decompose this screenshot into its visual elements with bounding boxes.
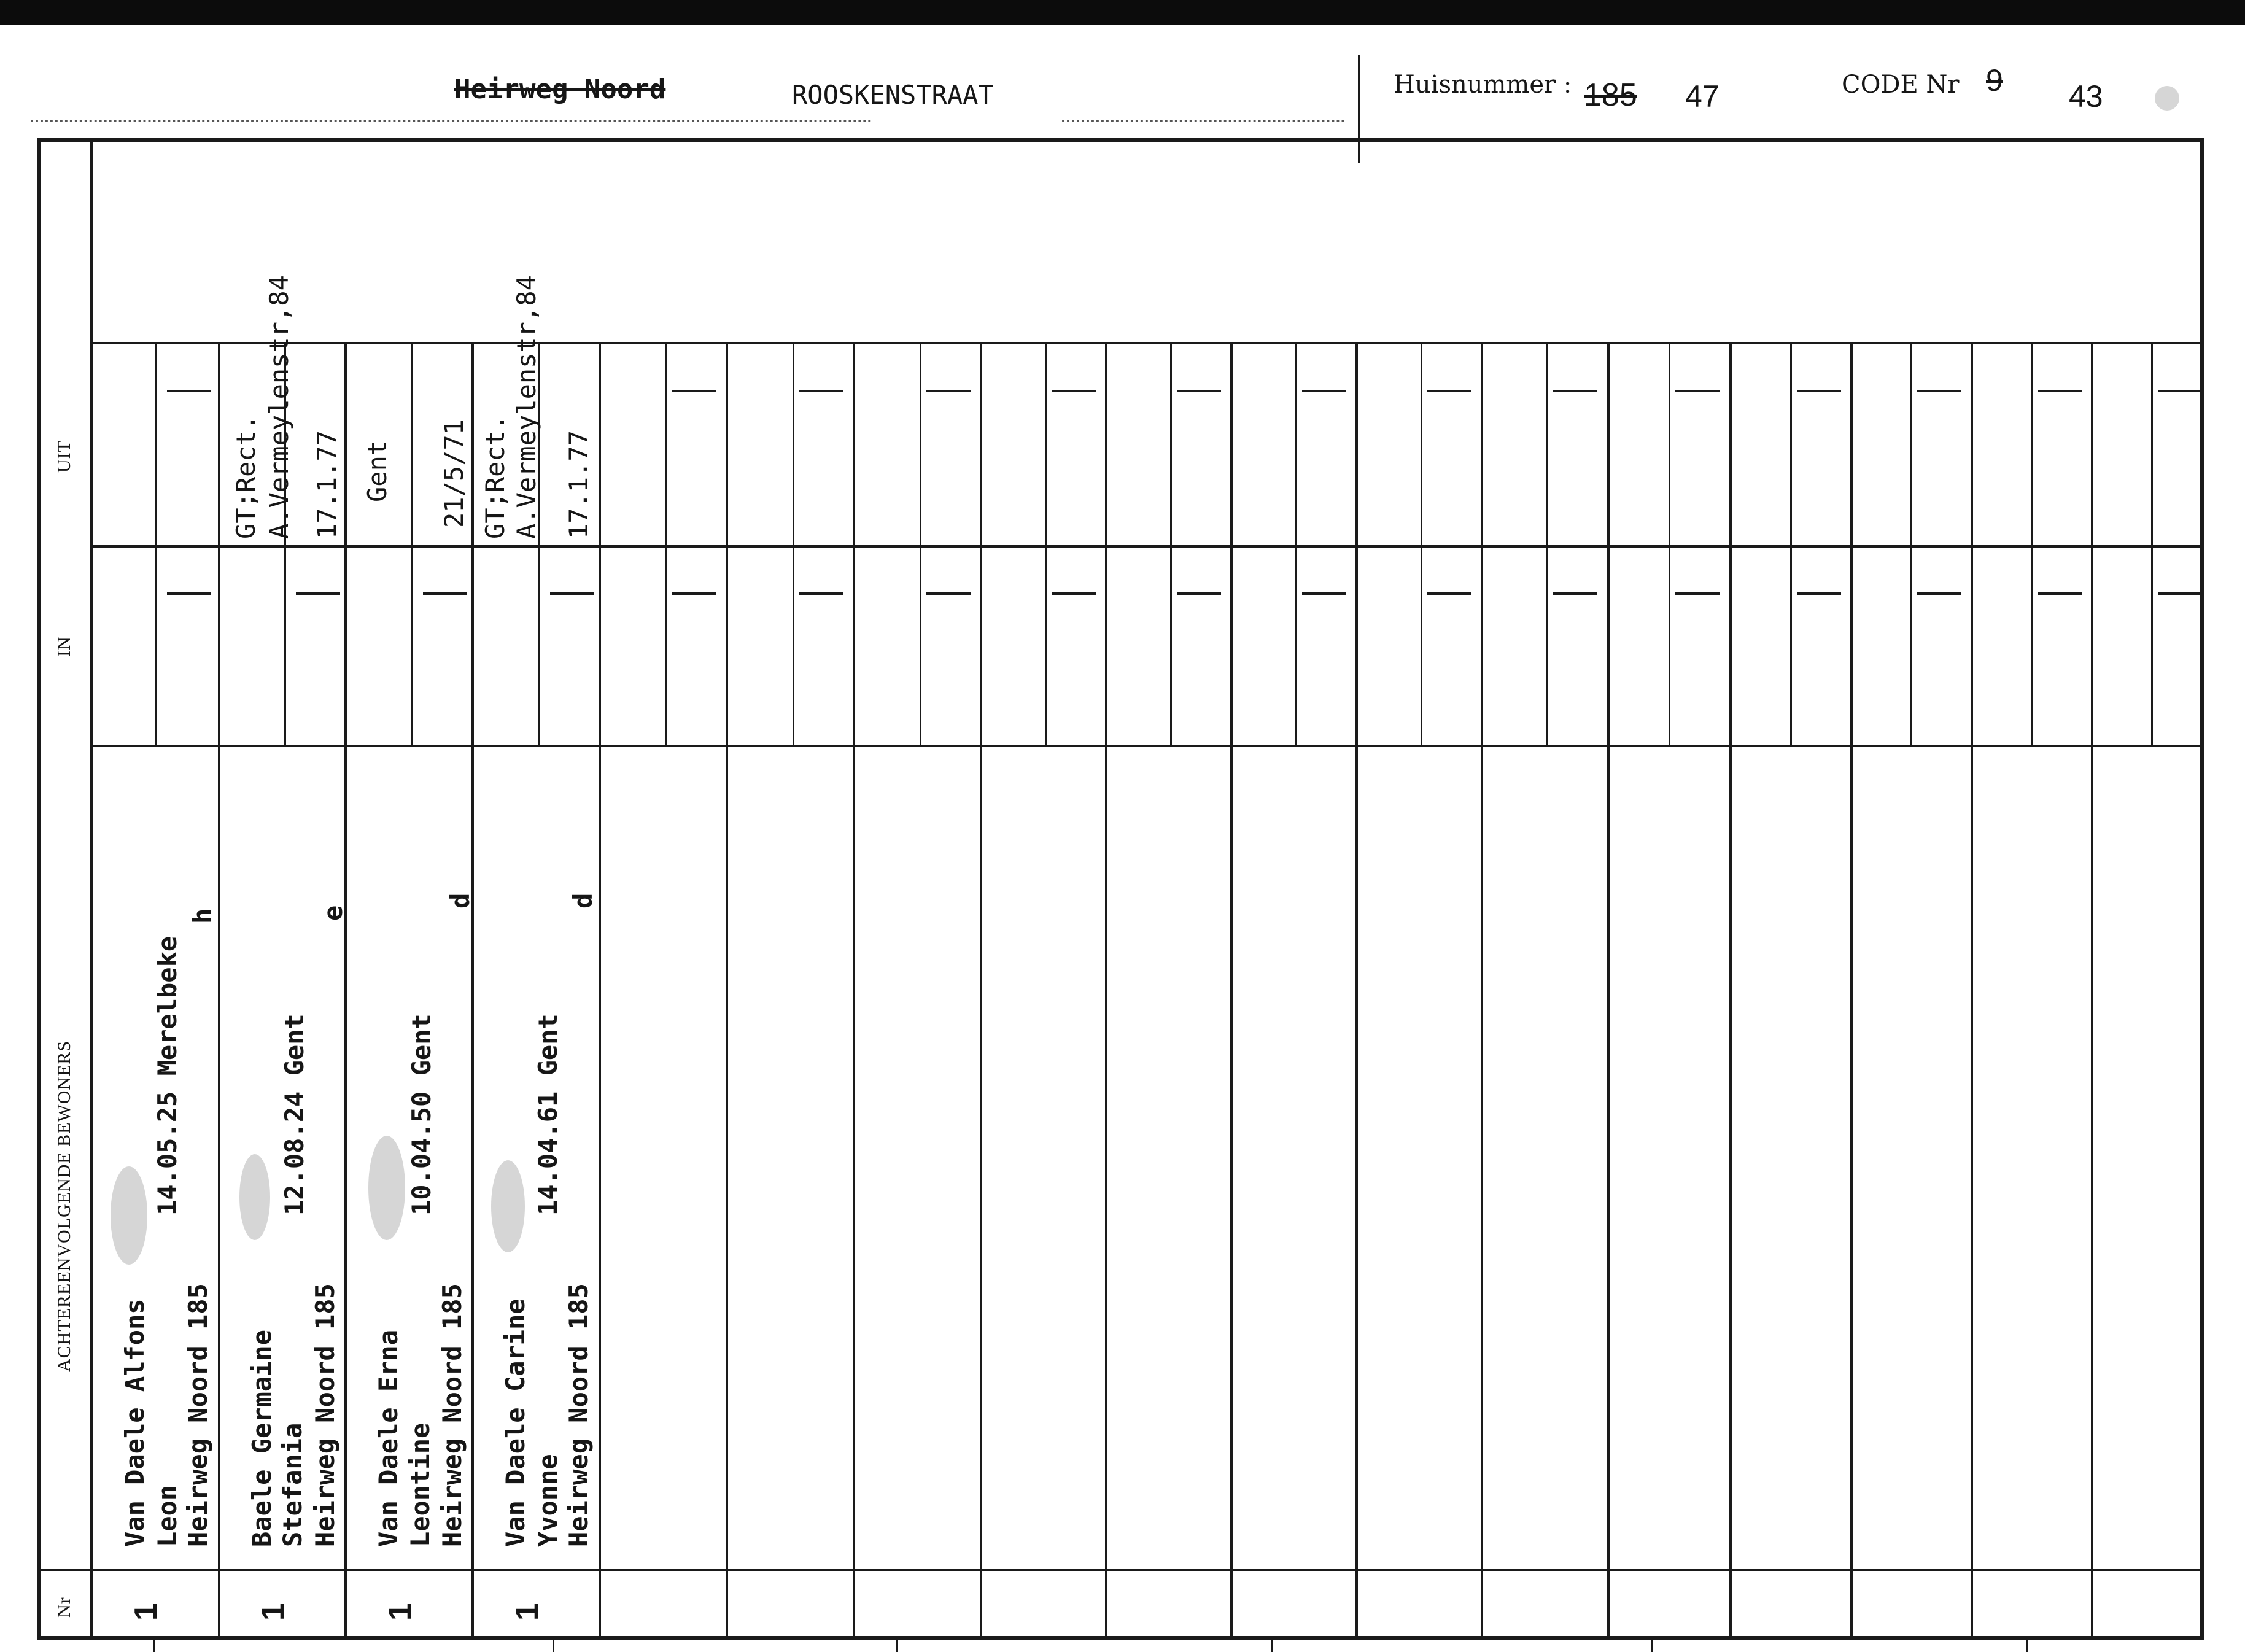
header-dotted-line [31,120,872,122]
new-street-name: ROOSKENSTRAAT [792,80,994,110]
column-divider [599,342,601,1638]
entry-1-given-name: Leon [152,1484,182,1547]
entry-2-given-name: Stefania [277,1422,308,1547]
sub-column-divider [665,342,667,746]
column-divider [980,342,982,1638]
scan-speckle [111,1166,147,1265]
sub-column-divider [920,342,921,746]
house-number-new: 47 [1685,79,1720,114]
entry-3-birth: 10.04.50 Gent [406,1014,436,1216]
entry-1-birth: 14.05.25 Merelbeke [152,936,182,1216]
sub-column-divider [1295,342,1297,746]
entry-4-uit-date: 17.1.77 [564,430,594,539]
uit-empty-marker [167,390,211,392]
entry-4-uit-address: A.Vermeylenstr,84 [511,275,541,539]
uit-empty-marker [1553,390,1597,392]
sub-column-divider [2031,342,2033,746]
entry-4-birth: 14.04.61 Gent [533,1014,563,1216]
uit-empty-marker [1427,390,1471,392]
in-empty-marker [550,592,594,595]
uit-empty-marker [2038,390,2082,392]
entry-2-birth: 12.08.24 Gent [279,1014,309,1216]
code-number-old: 9 [1986,63,2003,98]
sub-column-divider [1421,342,1422,746]
in-empty-marker [296,592,340,595]
row-divider-nr [39,1569,2202,1571]
in-empty-marker [423,592,467,595]
entry-4-name: Van Daele Carine [500,1298,530,1547]
column-divider [1729,342,1732,1638]
in-empty-marker [926,592,971,595]
in-empty-marker [1797,592,1841,595]
in-empty-marker [1052,592,1096,595]
residents-column-label: ACHTEREENVOLGENDE BEWONERS [54,1040,74,1372]
card-header [0,25,2245,141]
entry-1-address: Heirweg Noord 185 [183,1283,213,1547]
sub-column-divider [1910,342,1912,746]
uit-column-label: UIT [54,440,74,473]
scan-speckle [368,1136,405,1240]
sub-column-divider [793,342,794,746]
in-empty-marker [1177,592,1221,595]
uit-empty-marker [1052,390,1096,392]
scan-speckle [491,1160,525,1252]
uit-empty-marker [926,390,971,392]
in-empty-marker [2038,592,2082,595]
uit-empty-marker [1302,390,1346,392]
in-empty-marker [672,592,716,595]
row-divider-in-residents [93,745,2202,747]
scan-edge-tick [553,1639,554,1652]
code-number-new: 43 [2069,79,2103,114]
in-column-label: IN [54,636,74,657]
column-divider [471,342,474,1638]
scan-speckle [2155,86,2179,111]
entry-1-mark: h [187,908,217,924]
row-divider-uit-in [93,545,2202,548]
in-empty-marker [1427,592,1471,595]
column-divider [726,342,728,1638]
entry-1-name: Van Daele Alfons [120,1298,150,1547]
entry-3-nr: 1 [382,1603,418,1621]
entry-2-uit-address: A.Vermeylenstr,84 [264,275,294,539]
entry-2-mark: e [318,905,348,921]
sub-column-divider [155,342,157,746]
uit-empty-marker [799,390,843,392]
header-dotted-line [1062,120,1344,122]
column-divider [344,342,347,1638]
column-divider [1230,342,1233,1638]
uit-empty-marker [1675,390,1720,392]
in-empty-marker [167,592,211,595]
in-empty-marker [1553,592,1597,595]
uit-empty-marker [2158,390,2202,392]
sub-column-divider [1170,342,1172,746]
sub-column-divider [1669,342,1670,746]
entry-2-nr: 1 [255,1603,291,1621]
in-empty-marker [1675,592,1720,595]
in-empty-marker [1302,592,1346,595]
sub-column-divider [1790,342,1792,746]
column-divider [1481,342,1483,1638]
label-column-divider [90,140,93,1637]
entry-2-name: Baele Germaine [247,1329,277,1547]
house-number-old: 185 [1584,77,1637,113]
uit-empty-marker [1797,390,1841,392]
scan-edge-tick [1651,1639,1653,1652]
uit-empty-marker [672,390,716,392]
column-divider [218,342,220,1638]
sub-column-divider [1546,342,1548,746]
sub-column-divider [411,342,413,746]
entry-4-given-name: Yvonne [533,1454,563,1547]
column-divider [1355,342,1358,1638]
entry-3-address: Heirweg Noord 185 [437,1283,467,1547]
scan-edge-tick [153,1639,155,1652]
entry-2-uit-destination: GT;Rect. [231,414,261,539]
entry-4-address: Heirweg Noord 185 [564,1283,594,1547]
row-divider-top [93,342,2202,344]
entry-3-uit-date: 21/5/71 [439,419,469,528]
column-divider [2091,342,2093,1638]
code-number-label: CODE Nr [1842,71,1960,99]
old-street-name: Heirweg Noord [454,74,666,105]
sub-column-divider [2151,342,2153,746]
entry-4-mark: d [568,893,598,909]
scan-edge-tick [2026,1639,2028,1652]
entry-1-nr: 1 [128,1603,164,1621]
column-divider [1105,342,1107,1638]
scan-top-edge [0,0,2245,25]
entry-3-name: Van Daele Erna [373,1329,403,1547]
entry-4-nr: 1 [510,1603,545,1621]
entry-3-mark: d [445,893,475,909]
entry-2-uit-date: 17.1.77 [312,430,342,539]
entry-3-uit-destination: Gent [362,440,392,502]
scan-edge-tick [896,1639,898,1652]
in-empty-marker [2158,592,2202,595]
house-number-label: Huisnummer : [1394,71,1572,99]
column-divider [1971,342,1973,1638]
scan-speckle [239,1154,270,1240]
nr-column-label: Nr [54,1597,74,1618]
column-divider [1850,342,1853,1638]
sub-column-divider [1045,342,1047,746]
resident-table [37,138,2204,1640]
entry-3-given-name: Leontine [405,1422,435,1547]
uit-empty-marker [1917,390,1961,392]
in-empty-marker [1917,592,1961,595]
column-divider [853,342,855,1638]
column-divider [1607,342,1610,1638]
scan-edge-tick [1271,1639,1273,1652]
in-empty-marker [799,592,843,595]
uit-empty-marker [1177,390,1221,392]
entry-4-uit-destination: GT;Rect. [480,414,510,539]
entry-2-address: Heirweg Noord 185 [310,1283,340,1547]
